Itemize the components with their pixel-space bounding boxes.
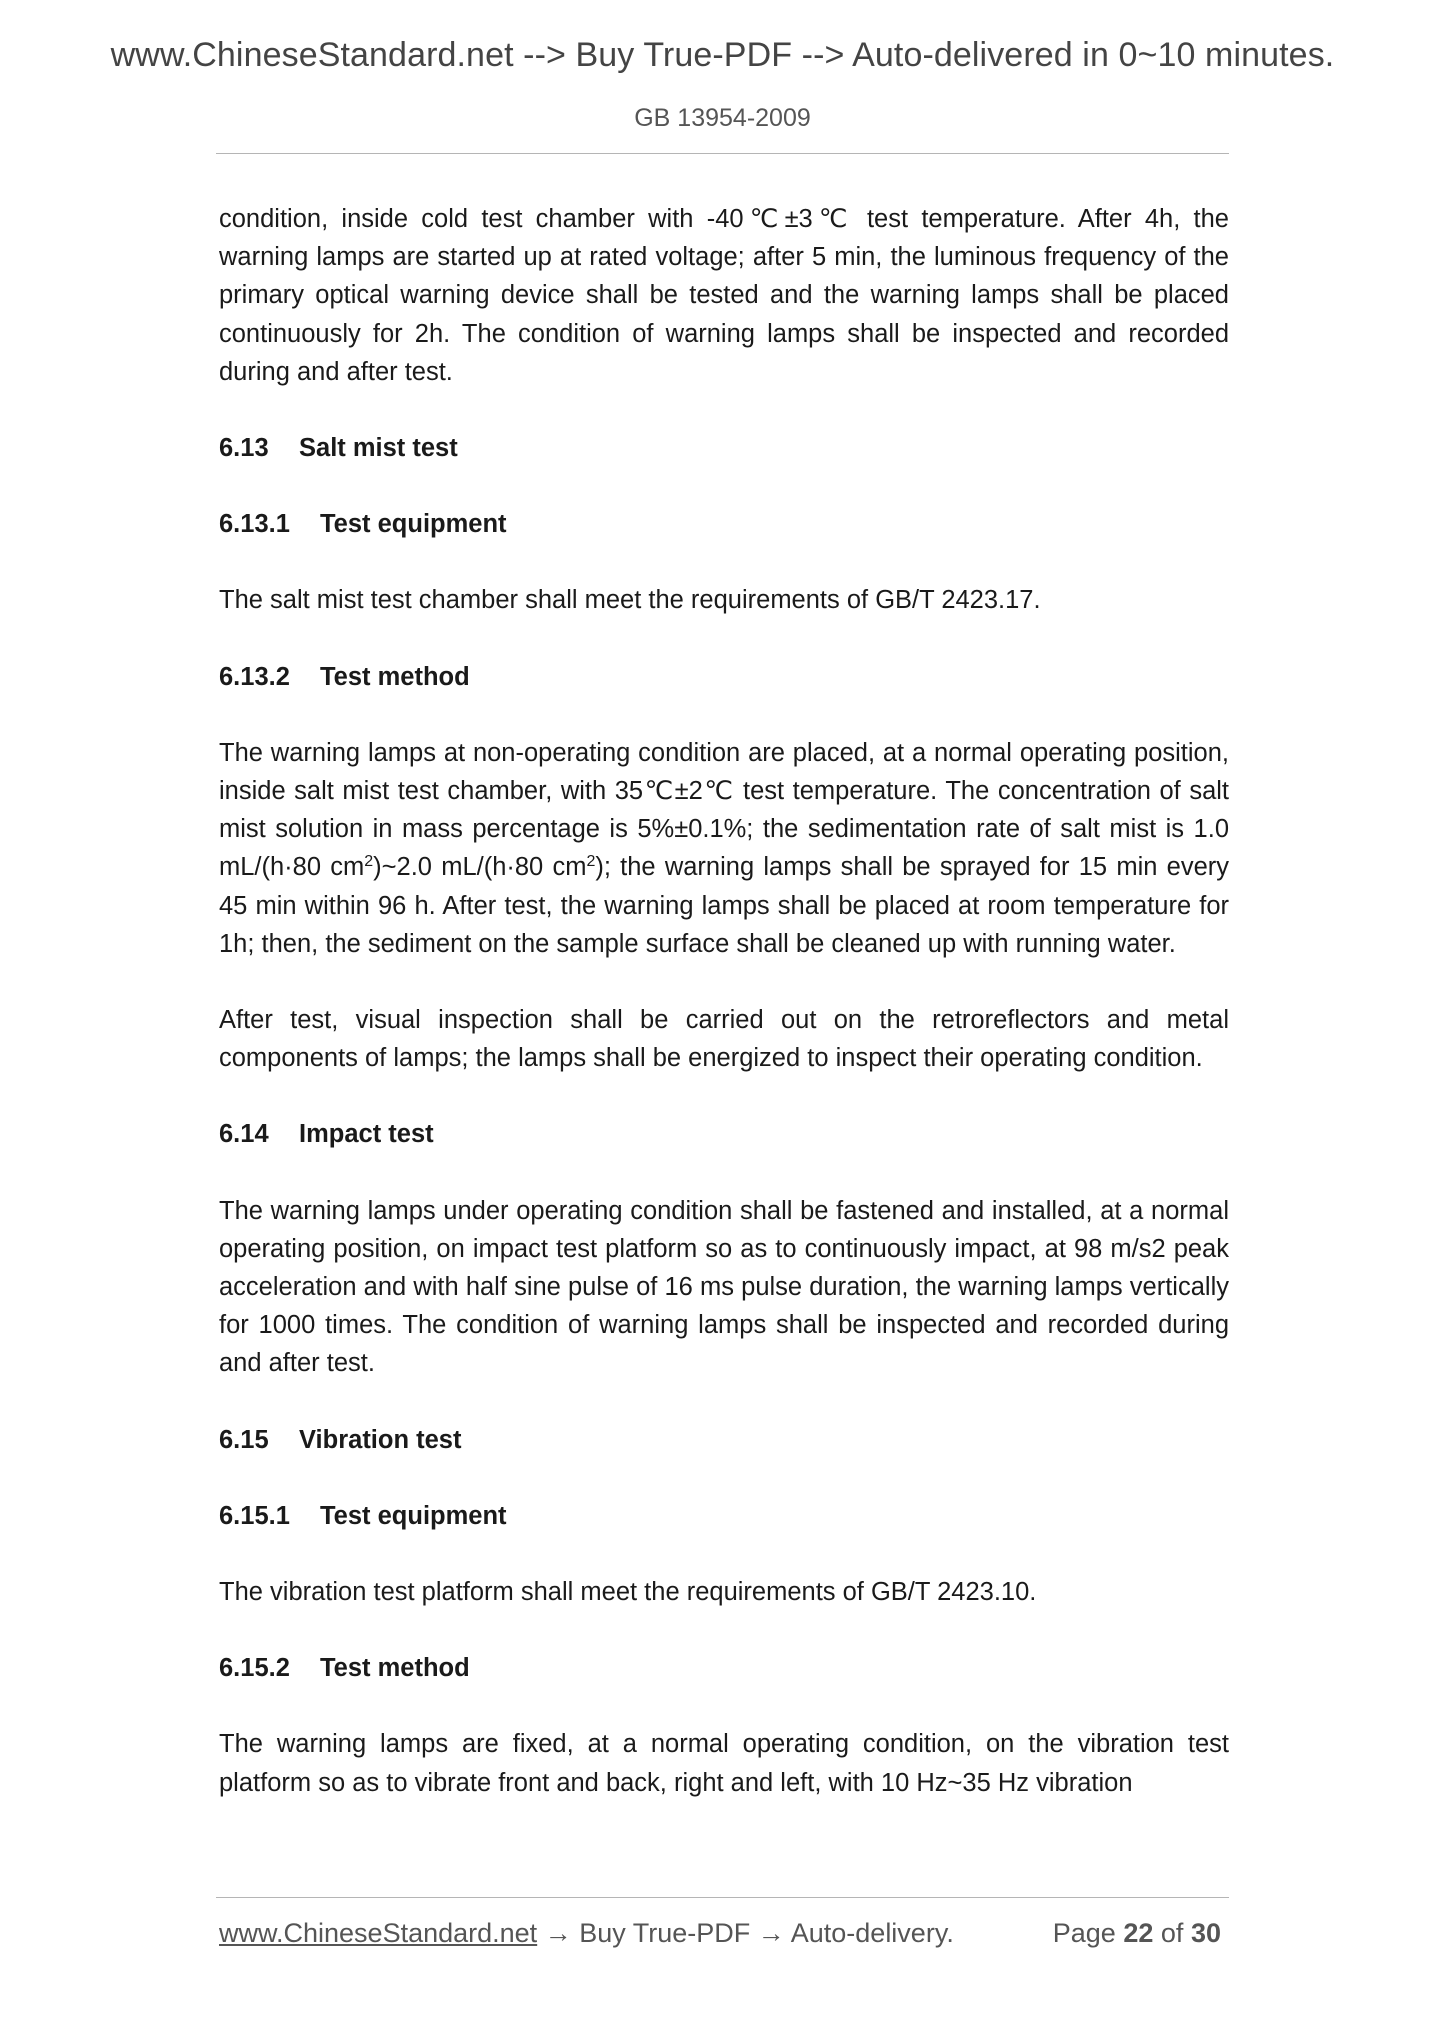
- section-title: Test method: [320, 662, 470, 691]
- standard-code: GB 13954-2009: [634, 104, 811, 132]
- section-title: Test equipment: [320, 510, 507, 539]
- superscript: 2: [364, 853, 374, 871]
- section-heading-6-13: [219, 429, 1229, 467]
- section-heading-6-15-1: [219, 1497, 1229, 1535]
- text-run: The warning lamps at non-operating condition are placed, at a normal operating position, inside salt mist test chamber, with 35℃±2℃ test temperature. The concentration of salt mist solution in mass percentage is 5%±0.1%; the sedimentation rate of salt mist is 1.0 mL/(h·80 cm: [219, 738, 1229, 882]
- section-number: 6.15.1: [219, 1501, 290, 1530]
- site-banner: www.ChineseStandard.net --> Buy True-PDF --> Auto-delivered in 0~10 minutes.: [110, 36, 1335, 74]
- footer-tagline: → Buy True-PDF → Auto-delivery.: [537, 1918, 954, 1948]
- section-number: 6.13: [219, 434, 269, 463]
- section-title: Test equipment: [320, 1501, 507, 1530]
- document-body: [219, 200, 1229, 1840]
- page-word: Page: [1052, 1918, 1116, 1948]
- footer-divider: [216, 1897, 1229, 1898]
- current-page-number: 22: [1123, 1918, 1154, 1948]
- paragraph-6-14: The warning lamps under operating condition shall be fastened and installed, at a normal operating position, on impact test platform so as to continuously impact, at 98 m/s2 peak acceleration and with half sine pulse of 16 ms pulse duration, the warning lamps vertically for 1000 times. The condition of warning lamps shall be inspected and recorded during and after test.: [219, 1196, 1229, 1378]
- section-heading-6-13-1: [219, 505, 1229, 543]
- section-number: 6.15: [219, 1425, 269, 1454]
- section-heading-6-13-2: [219, 658, 1229, 696]
- page-indicator: [1053, 1918, 1221, 1949]
- section-number: 6.14: [219, 1120, 269, 1149]
- paragraph-6-15-1: The vibration test platform shall meet the requirements of GB/T 2423.10.: [219, 1578, 1037, 1607]
- page-footer: [219, 1918, 1229, 1949]
- text-run: ); the warning lamps shall be sprayed for 15 min every 45 min within 96 h. After test, the warning lamps shall be placed at room temperature for 1h; then, the sediment on the sample surface shall be cleaned up with running water.: [219, 853, 1229, 958]
- total-pages-number: 30: [1190, 1918, 1221, 1948]
- section-number: 6.13.2: [219, 662, 290, 691]
- header-divider: [216, 153, 1229, 154]
- footer-site-link[interactable]: www.ChineseStandard.net: [219, 1918, 538, 1948]
- paragraph-6-13-1: The salt mist test chamber shall meet the requirements of GB/T 2423.17.: [219, 586, 1041, 615]
- paragraph-6-13-2-method: [219, 734, 1229, 963]
- section-number: 6.13.1: [219, 510, 290, 539]
- section-heading-6-14: [219, 1115, 1229, 1153]
- text-run: )~2.0 mL/(h·80 cm: [373, 853, 587, 882]
- superscript: 2: [586, 853, 596, 871]
- section-title: Test method: [320, 1654, 470, 1683]
- paragraph-6-15-2: The warning lamps are fixed, at a normal operating condition, on the vibration test platform so as to vibrate front and back, right and left, with 10 Hz~35 Hz vibration: [219, 1730, 1229, 1797]
- section-title: Impact test: [299, 1120, 434, 1149]
- of-word: of: [1160, 1918, 1184, 1948]
- section-heading-6-15-2: [219, 1649, 1229, 1687]
- paragraph-intro: condition, inside cold test chamber with -40℃±3℃ test temperature. After 4h, the warning lamps are started up at rated voltage; after 5 min, the luminous frequency of the primary optical warning device shall be tested and the warning lamps shall be placed continuously for 2h. The condition of warning lamps shall be inspected and recorded during and after test.: [219, 205, 1229, 386]
- paragraph-6-13-2-inspection: After test, visual inspection shall be carried out on the retroreflectors and metal components of lamps; the lamps shall be energized to inspect their operating condition.: [219, 1006, 1229, 1073]
- section-heading-6-15: [219, 1421, 1229, 1459]
- section-title: Salt mist test: [299, 434, 458, 463]
- section-title: Vibration test: [299, 1425, 462, 1454]
- section-number: 6.15.2: [219, 1654, 290, 1683]
